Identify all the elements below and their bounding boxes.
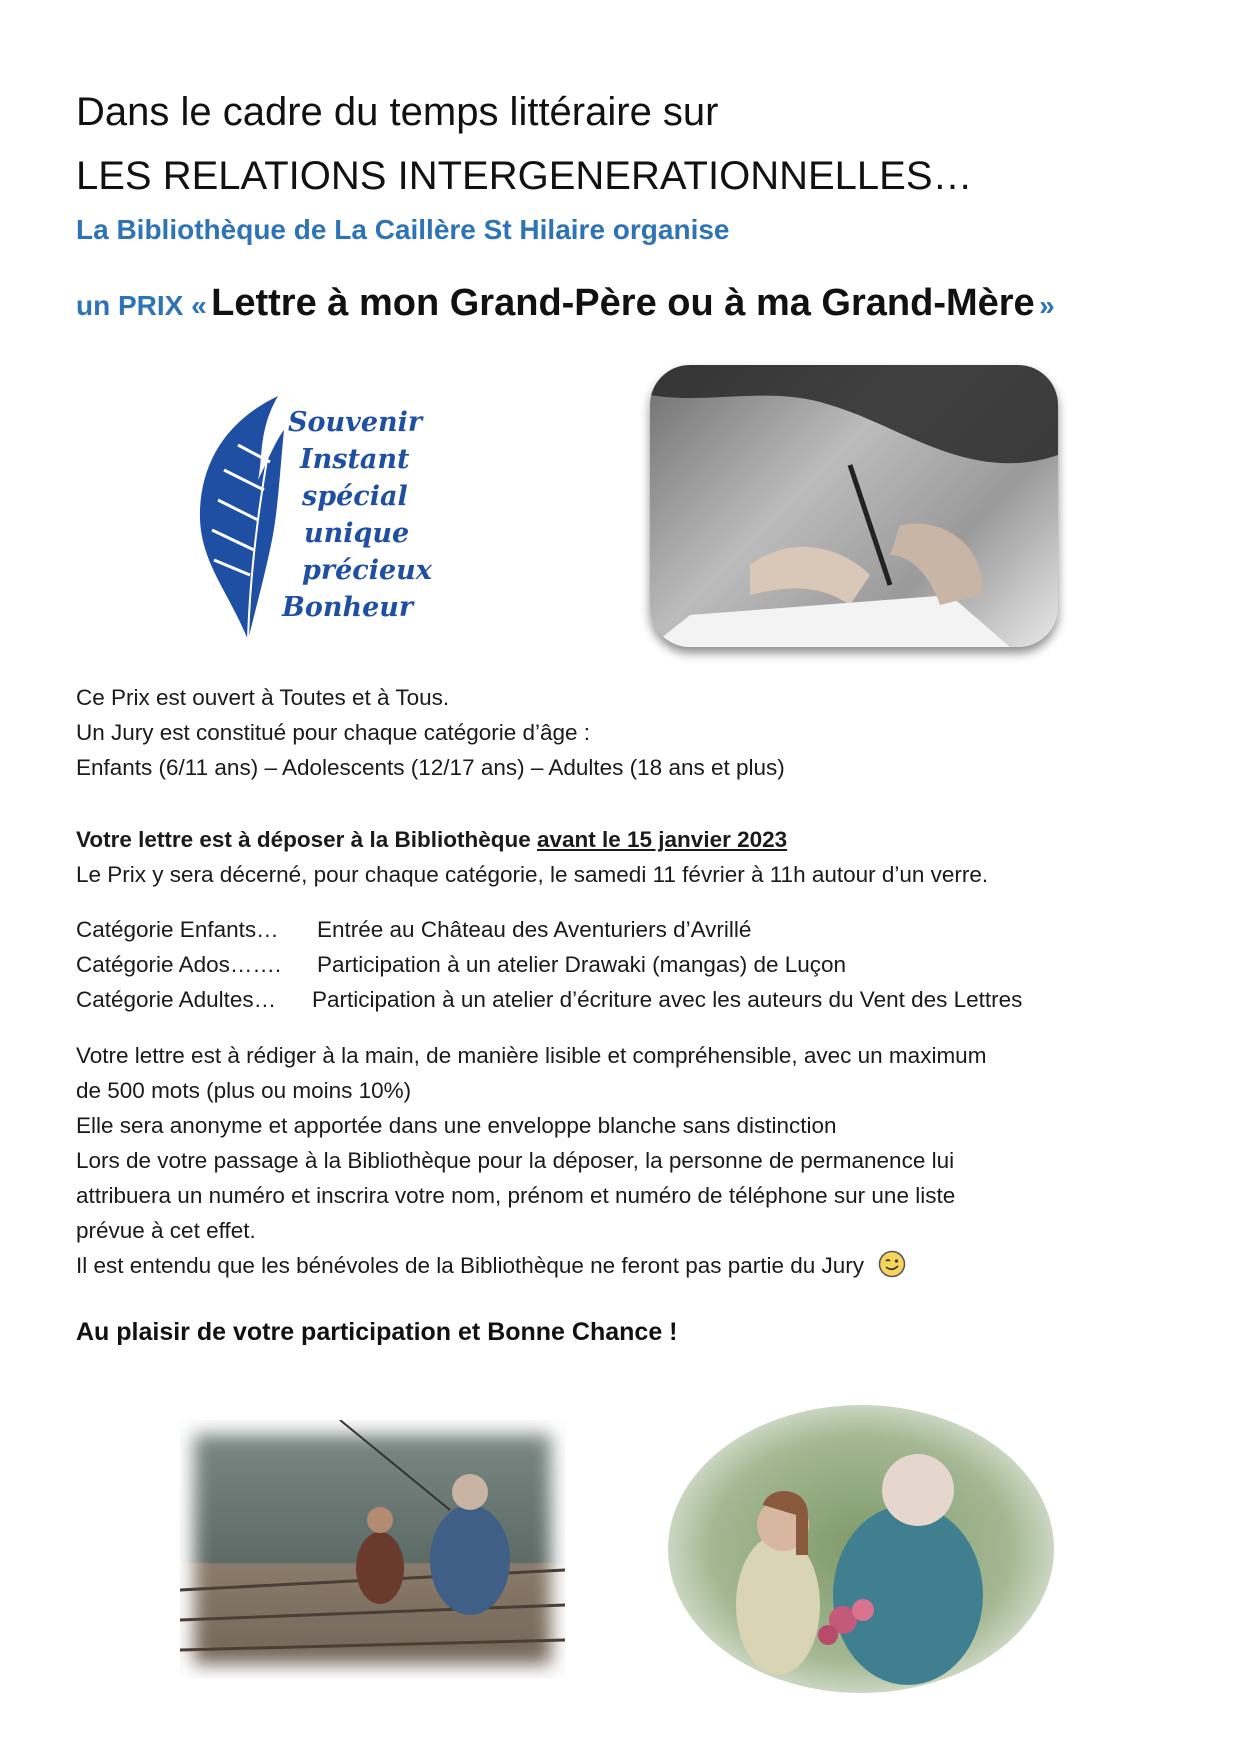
- gardening-photo: [668, 1405, 1054, 1693]
- category-label: Catégorie Ados…….: [76, 952, 282, 977]
- rule-line: Lors de votre passage à la Bibliothèque pour la déposer, la personne de permanence lui: [76, 1148, 955, 1173]
- prize-name: Lettre à mon Grand-Père ou à ma Grand-Mère: [211, 282, 1035, 324]
- prize-suffix: »: [1039, 290, 1055, 321]
- category-row: [76, 912, 751, 947]
- jury-note: Il est entendu que les bénévoles de la Bibliothèque ne feront pas partie du Jury: [76, 1253, 865, 1278]
- rule-line: de 500 mots (plus ou moins 10%): [76, 1078, 412, 1103]
- fishing-photo: [180, 1420, 565, 1678]
- intro-line-2: Un Jury est constitué pour chaque catégorie d’âge :: [76, 720, 591, 745]
- deadline-line: [76, 822, 787, 857]
- organizer-line: La Bibliothèque de La Caillère St Hilaire organise: [76, 214, 730, 245]
- closing-line: Au plaisir de votre participation et Bonne Chance !: [76, 1318, 678, 1346]
- category-row: [76, 947, 846, 982]
- title-line-2: LES RELATIONS INTERGENERATIONNELLES…: [76, 154, 973, 198]
- feather-word: spécial: [302, 481, 408, 512]
- wink-smiley-icon: [878, 1250, 906, 1278]
- rule-line: Elle sera anonyme et apportée dans une enveloppe blanche sans distinction: [76, 1113, 837, 1138]
- deadline-date: avant le 15 janvier 2023: [536, 827, 788, 852]
- grandmother-gardening-icon: [668, 1405, 1054, 1693]
- category-reward: Entrée au Château des Aventuriers d’Avrillé: [317, 917, 752, 942]
- rule-line: prévue à cet effet.: [76, 1218, 256, 1243]
- writing-hands-icon: [650, 365, 1058, 647]
- grandfather-fishing-icon: [180, 1420, 565, 1678]
- award-line: Le Prix y sera décerné, pour chaque catégorie, le samedi 11 février à 11h autour d’un verre.: [76, 862, 989, 887]
- category-label: Catégorie Adultes…: [76, 987, 277, 1012]
- feather-word: Instant: [300, 444, 410, 475]
- title-line-1: Dans le cadre du temps littéraire sur: [76, 90, 719, 134]
- feather-word: Bonheur: [282, 592, 414, 623]
- intro-line-1: Ce Prix est ouvert à Toutes et à Tous.: [76, 685, 450, 710]
- category-reward: Participation à un atelier d’écriture avec les auteurs du Vent des Lettres: [312, 987, 1023, 1012]
- intro-line-3: Enfants (6/11 ans) – Adolescents (12/17 ans) – Adultes (18 ans et plus): [76, 755, 785, 780]
- category-row: [76, 982, 1022, 1017]
- category-label: Catégorie Enfants…: [76, 917, 279, 942]
- prize-prefix: un PRIX «: [76, 290, 207, 321]
- feather-word: Souvenir: [288, 407, 423, 438]
- rule-line: Votre lettre est à rédiger à la main, de manière lisible et compréhensible, avec un maximum: [76, 1043, 987, 1068]
- feather-word: précieux: [302, 555, 432, 586]
- rule-line-last: [76, 1248, 906, 1283]
- rule-line: attribuera un numéro et inscrira votre nom, prénom et numéro de téléphone sur une liste: [76, 1183, 956, 1208]
- prize-title: [76, 282, 1055, 325]
- feather-word: unique: [304, 518, 410, 549]
- feather-logo: [188, 390, 432, 650]
- category-reward: Participation à un atelier Drawaki (mangas) de Luçon: [317, 952, 847, 977]
- deadline-text: Votre lettre est à déposer à la Bibliothèque: [76, 827, 531, 852]
- writing-photo: [650, 365, 1058, 647]
